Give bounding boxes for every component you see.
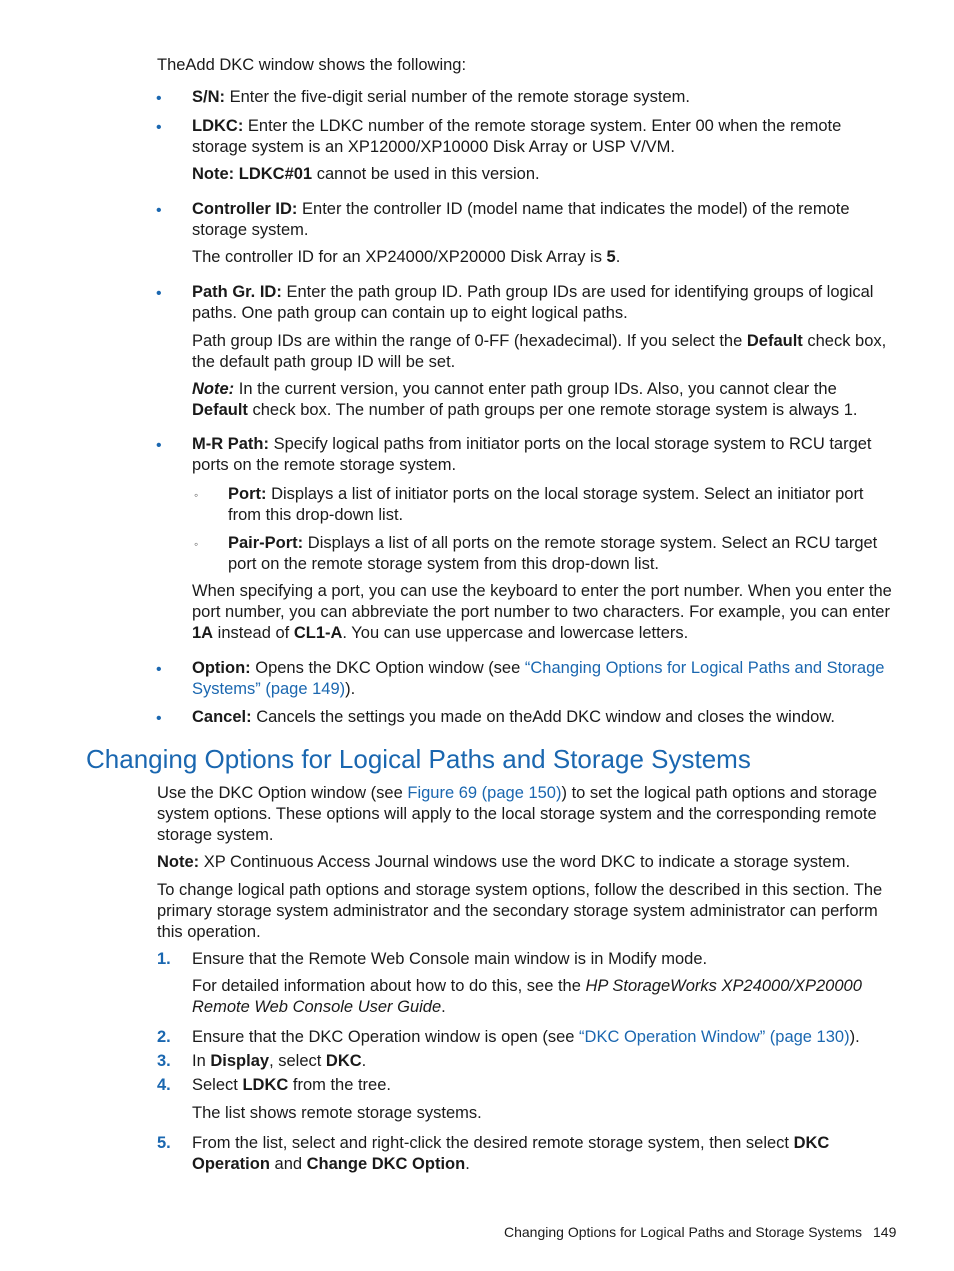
bullet-mr-path: M-R Path: Specify logical paths from initiator ports on the local storage system to RCU target ports on the remote storage system. [192, 435, 872, 474]
bullet-option: Option: Opens the DKC Option window (see “Changing Options for Logical Paths and Storage Systems” (page 149)). [192, 659, 885, 698]
bullet-sn: S/N: Enter the five-digit serial number of the remote storage system. [192, 88, 690, 106]
footer-title: Changing Options for Logical Paths and Storage Systems [504, 1224, 862, 1240]
bullet-icon: • [156, 119, 162, 136]
section-procedure-intro: To change logical path options and storage system options, follow the described in this section. The primary storage system administrator and the secondary storage system administrator can perform this operation. [157, 881, 883, 941]
sub-bullet-port: Port: Displays a list of initiator ports on the local storage system. Select an initiator port from this drop-down list. [228, 485, 864, 524]
step-number: 1. [157, 950, 171, 968]
section-note: Note: XP Continuous Access Journal windows use the word DKC to indicate a storage system. [157, 853, 851, 871]
bullet-icon: • [156, 661, 162, 678]
bullet-path-gr-id: Path Gr. ID: Enter the path group ID. Path group IDs are used for identifying groups of logical paths. One path group can contain up to eight logical paths. [192, 283, 874, 322]
step-number: 2. [157, 1028, 171, 1046]
section-heading: Changing Options for Logical Paths and Storage Systems [86, 744, 751, 774]
ldkc-note: Note: LDKC#01 cannot be used in this version. [192, 165, 540, 183]
step-3: In Display, select DKC. [192, 1052, 367, 1070]
step-2: Ensure that the DKC Operation window is open (see “DKC Operation Window” (page 130)). [192, 1028, 860, 1046]
page-number: 149 [873, 1224, 897, 1240]
path-gr-note: Note: In the current version, you cannot enter path group IDs. Also, you cannot clear the Default check box. The number of path groups per one remote storage system is always 1. [192, 380, 858, 419]
bullet-controller-id: Controller ID: Enter the controller ID (model name that indicates the model) of the remote storage system. [192, 200, 850, 239]
sub-bullet-pair-port: Pair-Port: Displays a list of all ports on the remote storage system. Select an RCU target port on the remote storage system from this drop-down list. [228, 534, 878, 573]
bullet-ldkc: LDKC: Enter the LDKC number of the remote storage system. Enter 00 when the remote storage system is an XP12000/XP10000 Disk Array or USP V/VM. [192, 117, 842, 156]
step-1: Ensure that the Remote Web Console main window is in Modify mode. [192, 950, 708, 968]
step-number: 3. [157, 1052, 171, 1070]
option-section-link[interactable]: “Changing Options for Logical Paths and Storage Systems” (page 149) [192, 659, 885, 698]
sub-bullet-icon: ◦ [194, 537, 199, 551]
bullet-icon: • [156, 710, 162, 727]
figure-69-link[interactable]: Figure 69 (page 150) [407, 784, 562, 802]
path-gr-range: Path group IDs are within the range of 0-FF (hexadecimal). If you select the Default check box, the default path group ID will be set. [192, 332, 887, 371]
sub-bullet-icon: ◦ [194, 488, 199, 502]
step-5: From the list, select and right-click the desired remote storage system, then select DKC Operation and Change DKC Option. [192, 1134, 830, 1173]
controller-id-detail: The controller ID for an XP24000/XP20000 Disk Array is 5. [192, 248, 621, 266]
mr-path-detail: When specifying a port, you can use the keyboard to enter the port number. When you enter the port number, you can abbreviate the port number to two characters. For example, you can enter 1A instead of CL1-A. You can use uppercase and lowercase letters. [192, 582, 892, 642]
step-4: Select LDKC from the tree. [192, 1076, 391, 1094]
step-number: 4. [157, 1076, 171, 1094]
bullet-cancel: Cancel: Cancels the settings you made on theAdd DKC window and closes the window. [192, 708, 835, 726]
section-intro: Use the DKC Option window (see Figure 69 (page 150)) to set the logical path options and storage system options. These options will apply to the local storage system and the corresponding remote storage system. [157, 784, 878, 844]
step-number: 5. [157, 1134, 171, 1152]
intro-text: TheAdd DKC window shows the following: [157, 56, 467, 74]
step-1-detail: For detailed information about how to do this, see the HP StorageWorks XP24000/XP20000 Remote Web Console User Guide. [192, 977, 862, 1016]
bullet-icon: • [156, 90, 162, 107]
bullet-icon: • [156, 285, 162, 302]
bullet-icon: • [156, 202, 162, 219]
step-4-detail: The list shows remote storage systems. [192, 1104, 482, 1122]
dkc-operation-window-link[interactable]: “DKC Operation Window” (page 130) [579, 1028, 850, 1046]
bullet-icon: • [156, 437, 162, 454]
